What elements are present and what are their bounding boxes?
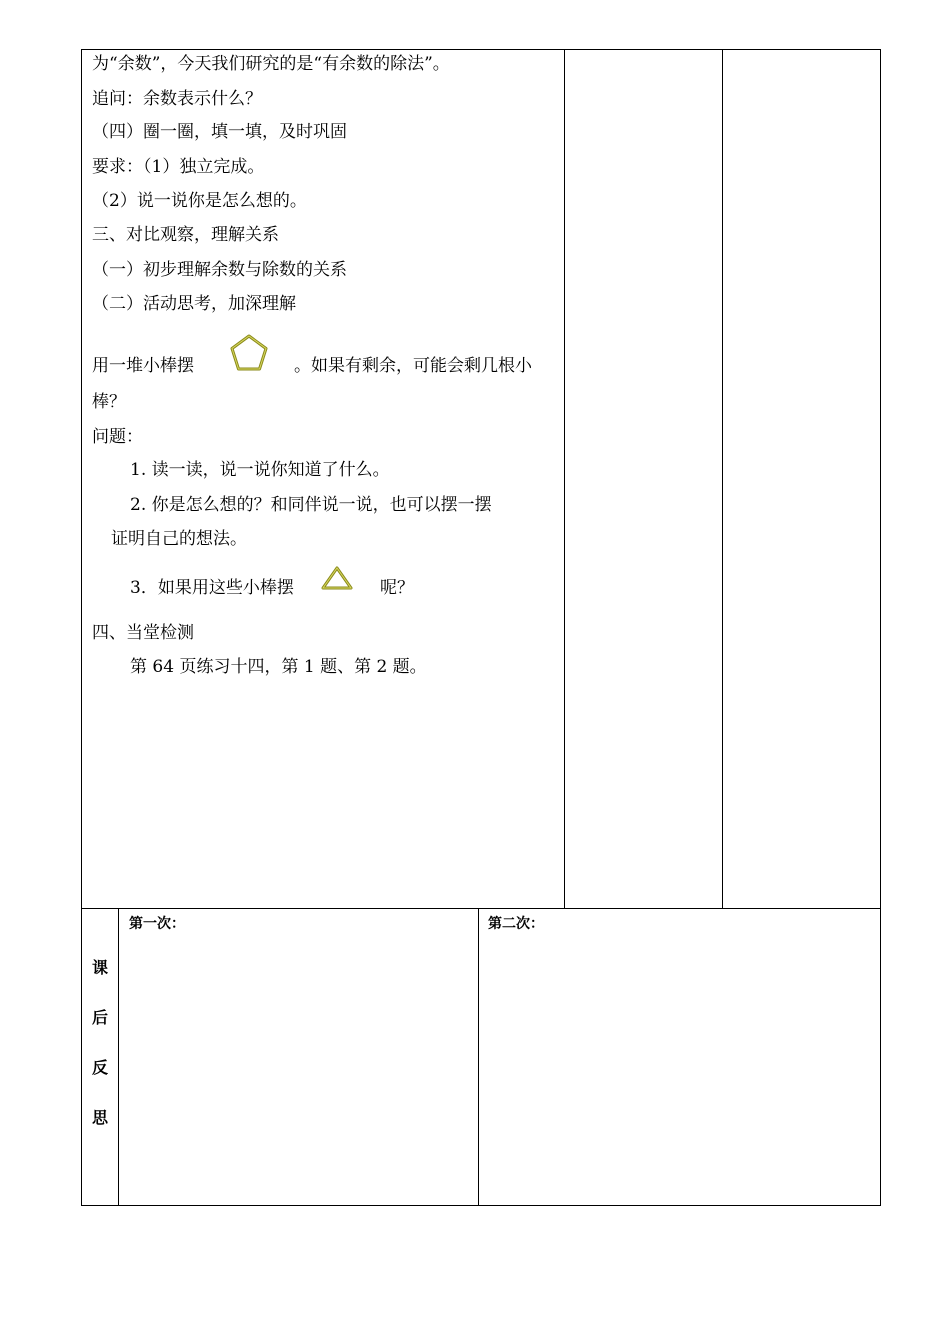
second-reflection-label: 第二次： <box>488 916 544 932</box>
table-left-border <box>81 49 82 1206</box>
section-heading: （四）圈一圈，填一填，及时巩固 <box>92 122 347 142</box>
reflection-label-char: 思 <box>92 1108 109 1127</box>
pentagon-text-wrap: 棒？ <box>92 392 126 412</box>
section-heading: 四、当堂检测 <box>92 623 194 643</box>
question-3-after: 呢？ <box>380 578 414 598</box>
pentagon-text-after: 。如果有剩余，可能会剩几根小 <box>294 356 532 376</box>
table-bottom-border <box>81 1205 881 1206</box>
reflection-label-char: 课 <box>92 958 109 977</box>
column-divider-1 <box>564 49 565 908</box>
section-heading: （一）初步理解余数与除数的关系 <box>92 260 347 280</box>
pentagon-text-before: 用一堆小棒摆 <box>92 356 194 376</box>
question-2-continued: 证明自己的想法。 <box>111 529 247 549</box>
reflection-label-char: 反 <box>92 1058 109 1077</box>
text-line: 为“余数”，今天我们研究的是“有余数的除法”。 <box>92 54 450 74</box>
question-title: 问题： <box>92 427 143 447</box>
triangle-icon <box>320 565 354 591</box>
column-divider-2 <box>722 49 723 908</box>
section-heading: 三、对比观察，理解关系 <box>92 225 279 245</box>
reflection-label-char: 后 <box>92 1008 109 1027</box>
table-right-border <box>880 49 881 1206</box>
table-top-border <box>81 49 881 50</box>
reflection-label-divider <box>118 908 119 1205</box>
question-3-before: 3．如果用这些小棒摆 <box>130 578 294 598</box>
pentagon-icon <box>228 332 270 374</box>
reflection-middle-divider <box>478 908 479 1205</box>
question-2: 2. 你是怎么想的？和同伴说一说，也可以摆一摆 <box>130 495 492 515</box>
text-line: 追问：余数表示什么？ <box>92 89 262 109</box>
exercise-line: 第 64 页练习十四，第 1 题、第 2 题。 <box>130 657 427 677</box>
question-1: 1. 读一读，说一说你知道了什么。 <box>130 460 390 480</box>
text-line: 要求：（1）独立完成。 <box>92 157 265 177</box>
text-line: （2）说一说你是怎么想的。 <box>92 191 307 211</box>
row-divider <box>81 908 881 909</box>
section-heading: （二）活动思考，加深理解 <box>92 294 296 314</box>
first-reflection-label: 第一次： <box>129 916 185 932</box>
